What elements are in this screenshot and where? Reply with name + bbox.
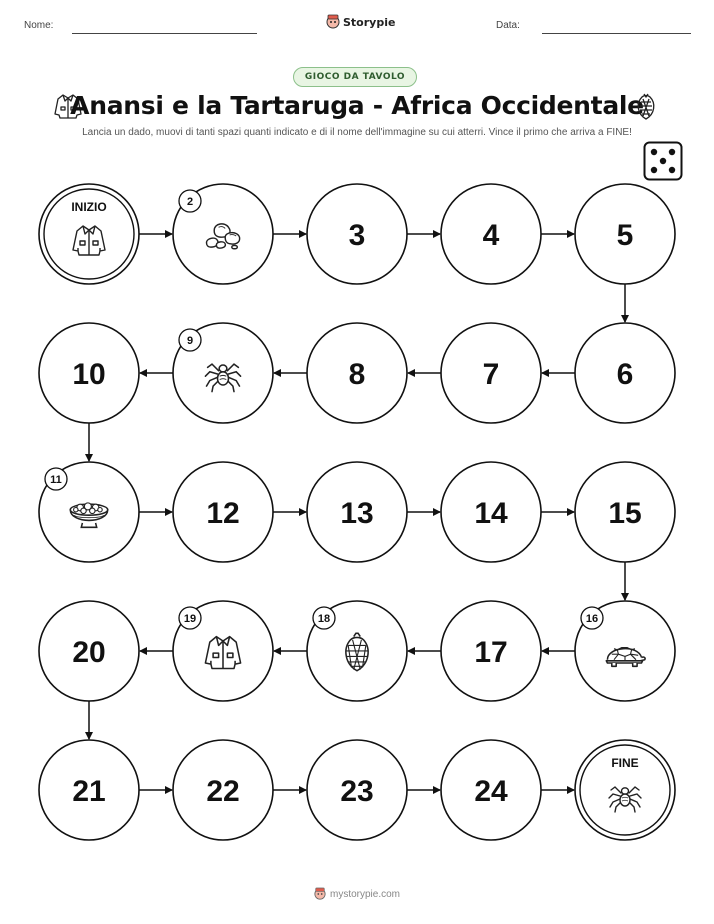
board-space-3[interactable] [307, 184, 407, 284]
footer [0, 887, 714, 901]
footer-url: mystorypie.com [329, 888, 400, 900]
end-label: FINE [611, 756, 639, 770]
space-number-badge-text: 18 [317, 613, 331, 625]
board-space-22[interactable] [173, 740, 273, 840]
category-badge: GIOCO DA TAVOLO [293, 67, 417, 87]
space-number: 14 [474, 497, 508, 530]
board-space-2[interactable] [173, 184, 273, 284]
space-number: 15 [608, 497, 642, 530]
board-space-23[interactable] [307, 740, 407, 840]
board-space-6[interactable] [575, 323, 675, 423]
instructions: Lancia un dado, muovi di tanti spazi quanti indicato e di il nome dell'immagine su cui atterri. Vince il primo che arriva a FINE! [82, 127, 632, 138]
space-number: 10 [72, 358, 106, 391]
space-number: 21 [72, 775, 106, 808]
board-space-21[interactable] [39, 740, 139, 840]
board-space-19[interactable] [173, 601, 273, 701]
space-number-badge-text: 2 [186, 196, 194, 208]
board-space-10[interactable] [39, 323, 139, 423]
board-space-24[interactable] [441, 740, 541, 840]
space-number: 6 [616, 358, 634, 391]
space-number: 23 [340, 775, 374, 808]
brand-name: Storypie [343, 15, 396, 29]
space-number: 4 [482, 219, 500, 252]
space-number-badge-text: 16 [585, 613, 599, 625]
storypie-mascot-icon [314, 887, 326, 901]
space-number: 24 [474, 775, 508, 808]
board-space-8[interactable] [307, 323, 407, 423]
board-space-20[interactable] [39, 601, 139, 701]
board-space-4[interactable] [441, 184, 541, 284]
space-number-badge-text: 9 [186, 335, 194, 347]
board-space-17[interactable] [441, 601, 541, 701]
board-space-25[interactable] [575, 740, 675, 840]
board-space-11[interactable] [39, 462, 139, 562]
board-space-9[interactable] [173, 323, 273, 423]
space-number: 7 [482, 358, 500, 391]
space-number: 17 [474, 636, 508, 669]
date-label: Data: [496, 20, 520, 31]
start-label: INIZIO [71, 200, 107, 214]
space-number: 13 [340, 497, 374, 530]
space-number: 3 [348, 219, 366, 252]
board-space-13[interactable] [307, 462, 407, 562]
board-space-18[interactable] [307, 601, 407, 701]
space-number-badge-text: 19 [183, 613, 197, 625]
board-space-15[interactable] [575, 462, 675, 562]
space-number: 5 [616, 219, 634, 252]
space-number: 8 [348, 358, 366, 391]
board-spaces [39, 184, 675, 840]
board-space-16[interactable] [575, 601, 675, 701]
board-space-14[interactable] [441, 462, 541, 562]
space-number: 12 [206, 497, 240, 530]
page-title: Anansi e la Tartaruga - Africa Occidentale [70, 91, 644, 120]
space-number: 22 [206, 775, 240, 808]
space-number: 20 [72, 636, 106, 669]
name-label: Nome: [24, 20, 54, 31]
board-space-5[interactable] [575, 184, 675, 284]
board-space-12[interactable] [173, 462, 273, 562]
board-space-7[interactable] [441, 323, 541, 423]
board-space-1[interactable] [39, 184, 139, 284]
space-number-badge-text: 11 [50, 474, 62, 486]
